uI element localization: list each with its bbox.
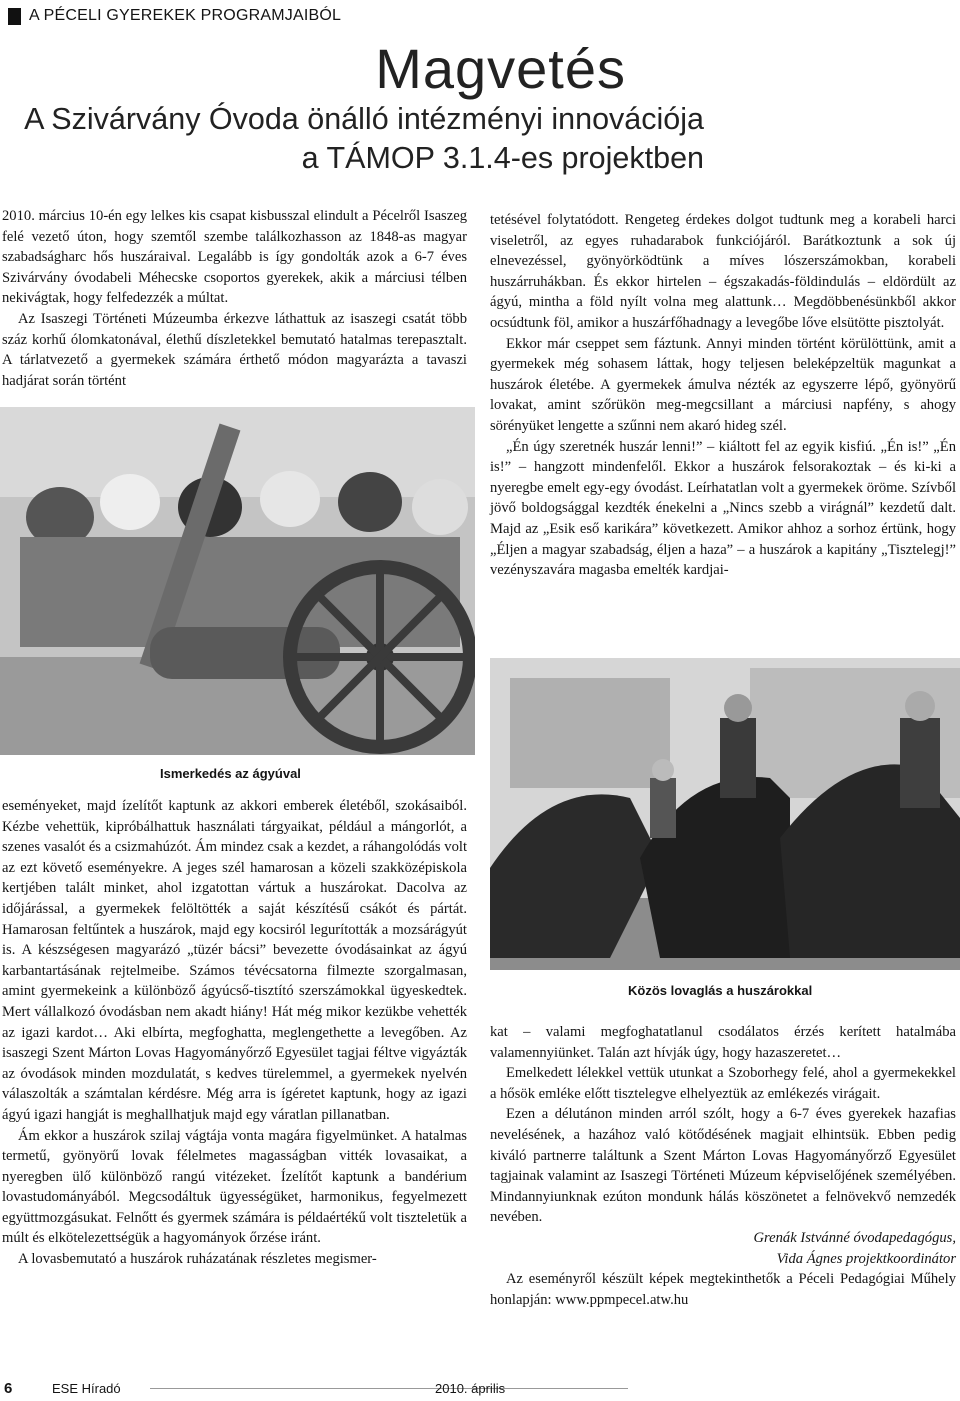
paragraph: „Én úgy szeretnék huszár lenni!” – kiáltott fel az egyik kisfiú. „Én is!” „Én is!” – hangzott mindenfelől. Ekkor a huszárok felsorakoztak – és ki-ki a nyeregbe emelt egy-egy óvodást. Leírhatatlan volt a gyermekek öröme. Szívből jövő boldogsággal kezdték énekelni a „Nincs szebb a virágnál” kezdetű dalt. Majd az „Esik eső karikára” következett. Amikor ahhoz a sorhoz értünk, hogy „Éljen a magyar szabadság, éljen a haza” – a huszárok a kapitány „Tisztelegj!” vezényszavára magasba emelték kardjai- [490, 438, 956, 579]
paragraph: Ekkor már cseppet sem fáztunk. Annyi minden történt körülöttünk, amit a gyermekek még sohasem láttak, hogy teljesen beleképzeltük magunkat a huszárok életébe. A gyermekek ámulva nézték az egyszerre lépő, gyönyörű lovakat, amint szőrükön meg-megcsillant a márciusi napfény, s ahogy sörényüket lengette a szűnni nem akaró hideg szél. [490, 335, 956, 434]
paragraph: eseményeket, majd ízelítőt kaptunk az akkori emberek életéből, szokásaiból. Kézbe vehettük, kipróbálhattuk használati tárgyaikat, például a mángorlót, a szenes vasalót és a csizmahúzót. Ám mindez csak a kezdet, a ráhangolódás volt az ezt követő eseményekre. A jeges szél hamarosan a közeli szakközépiskola kertjében talált minket, ahol izgatottan vártuk a huszárokat. Dacolva az időjárással, a gyermekek felöltötték a saját készítésű csákót és pártát. Hamarosan feltűntek a huszárok, majd egy kocsiról legurították a mozsárágyút is. A készségesen magyarázó „tüzér bácsi” bevezette óvodásainkat az ágyú karbantartásának rejtelmeibe. Számos tévécsatorna filmezte szorgalmasan, amint gyermekeink a különböző ágyúcső-tisztító szerszámokkal ügyeskedtek. Mert vállalkozó óvodásban nem akadt hiány! Hát még mikor kezükbe vehették az igazi kardot… Aki elbírta, megfoghatta, meglengethette a levegőben. Az isaszegi Szent Márton Lovas Hagyományőrző Egyesület tagjai féltve vigyázták az óvodások minden mozdulatát, s kedves türelemmel, a gyermekek nyelvén válaszolták a számtalan kérdésre. Még arra is ígéretet kaptunk, hogy az igazi ágyú igazi hangját is meghallhatjuk majd egy váratlan pillanatban. [2, 798, 467, 1123]
paragraph: Ám ekkor a huszárok szilaj vágtája vonta magára figyelmünket. A hatalmas termetű, gyönyörű lovak félelmetes magasságban vitték lovasaikat, a nyeregben ülő különböző rangú vitézeket. Ízelítőt kaptunk a bandérium lovastudományából. Megcsodáltuk ügyességüket, harmonikus, fegyelmezett együttmozgásukat. Felnőtt és gyermek számára is példaértékű volt tiszteletük a múlt és elkötelezettségük a hagyományok őrzése iránt. [2, 1127, 467, 1247]
page-footer [0, 1380, 960, 1398]
section-header [8, 6, 341, 26]
signature-line: Vida Ágnes projektkoordinátor [776, 1250, 956, 1267]
cannon-photo-illustration [0, 407, 475, 755]
footer-rule [150, 1388, 628, 1389]
paragraph: A lovasbemutató a huszárok ruházatának részletes megismer- [18, 1251, 377, 1268]
publication-name: ESE Híradó [52, 1381, 121, 1396]
column-4 [490, 1022, 956, 1310]
page-number: 6 [4, 1380, 13, 1397]
signature-line: Grenák Istvánné óvodapedagógus, [753, 1229, 956, 1246]
section-label: A PÉCELI GYEREKEK PROGRAMJAIBÓL [29, 7, 342, 24]
paragraph: tetésével folytatódott. Rengeteg érdekes dolgot tudtunk meg a korabeli harci viseletről, az egyes ruhadarabok funkciójáról. Barátkoztunk a sok új elnevezéssel, gyönyörködtünk a míves lószerszámokban, korabeli huszárruhákban. És ekkor hirtelen – égszakadás-földindulás – eldördült az ágyú, mintha a föld nyílt volna meg alattunk… Megdöbbenésünkből akkor ocsúdtunk föl, amikor a huszárfőhadnagy a levegőbe lőve elsütötte pisztolyát. [490, 212, 956, 331]
photo-caption: Közös lovaglás a huszárokkal [628, 983, 813, 998]
closing-note: Az eseményről készült képek megtekinthetők a Péceli Pedagógiai Műhely honlapján: www.ppmpecel.atw.hu [490, 1271, 956, 1308]
column-2 [490, 210, 956, 581]
article-title-block [24, 38, 954, 178]
hussars-photo-illustration [490, 658, 960, 970]
paragraph: 2010. március 10-én egy lelkes kis csapat kisbusszal elindult a Pécelről Isaszeg felé vezető úton, hogy szemtől szembe találkozhasson az 1848-as magyar szabadságharc hős huszáraival. Legalább is így gondolták azok a 6-7 éves Szivárvány óvodabeli Méhecske csoportos gyerekek, akik a márciusi télben nekivágtak, hogy felfedezzék a múltat. [2, 208, 467, 307]
paragraph: Emelkedett lélekkel vettük utunkat a Szoborhegy felé, ahol a gyermekekkel a hősök emléke előtt tisztelegve elhelyeztük az emlékezés virágait. [490, 1065, 956, 1102]
section-marker [8, 8, 21, 25]
article-subtitle-line1: A Szivárvány Óvoda önálló intézményi innovációja [24, 102, 704, 136]
paragraph: kat – valami megfoghatatlanul csodálatos érzés kerített hatalmába valamennyiünket. Talán azt hívják úgy, hogy hazaszeretet… [490, 1024, 956, 1061]
photo-caption: Ismerkedés az ágyúval [160, 766, 301, 781]
issue-date: 2010. április [435, 1381, 506, 1396]
hussars-photo [490, 658, 960, 970]
column-1 [2, 206, 467, 391]
paragraph: Az Isaszegi Történeti Múzeumba érkezve láthattuk az isaszegi csatát több száz korhű ólomkatonával, élethű díszletekkel bemutató hatalmas terepasztalt. A tárlatvezető a gyermekek számára érthető módon magyarázta a tavaszi hadjárat során történt [2, 310, 467, 389]
article-subtitle-line2: a TÁMOP 3.1.4-es projektben [301, 141, 704, 175]
article-title: Magvetés [375, 37, 626, 100]
cannon-photo [0, 407, 475, 755]
column-3 [2, 796, 467, 1270]
paragraph: Ezen a délutánon minden arról szólt, hogy a 6-7 éves gyerekek hazafias nevelésének, a hazához való kötődésének magjait elhintsük. Ebben pedig kiváló partnerre találtunk a Szent Márton Lovas Hagyományőrző Egyesület tagjainak valamint az Isaszegi Történeti Múzeum képviselőjének személyében. Mindannyiunknak ezúton mondunk hálás köszönetet a felnövekvő nemzedék nevében. [490, 1106, 956, 1226]
